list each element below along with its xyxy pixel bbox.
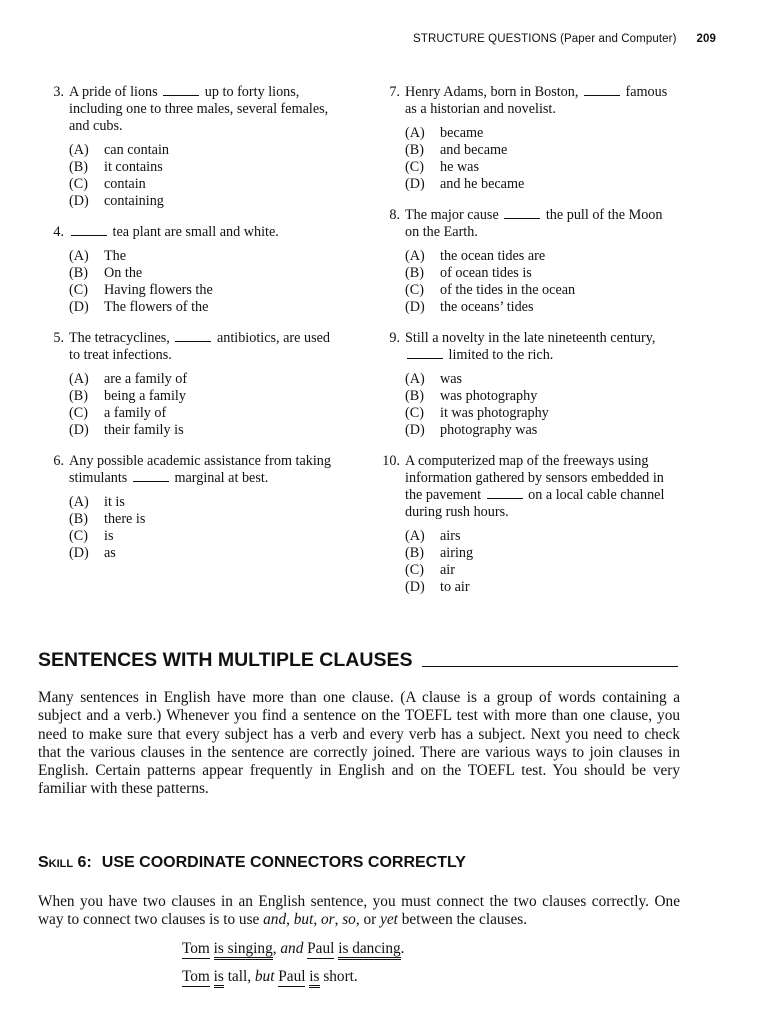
option-text: their family is — [104, 422, 184, 438]
answer-option — [69, 371, 340, 388]
answer-options — [69, 248, 340, 316]
example-connector: and — [280, 940, 304, 957]
example-verb: is dancing — [338, 940, 400, 960]
connector-but: but — [293, 911, 314, 929]
answer-option — [405, 562, 676, 579]
option-label: (B) — [405, 142, 424, 158]
option-label: (A) — [69, 494, 89, 510]
option-text: airing — [440, 545, 474, 561]
option-text: to air — [440, 579, 470, 595]
question-number: 9. — [389, 330, 400, 346]
stem-after-blank: on a local cable channel during rush hours. — [405, 487, 665, 520]
answer-option — [69, 193, 340, 210]
answer-options — [69, 142, 340, 210]
stem-after-blank: famous as a historian and novelist. — [405, 84, 668, 117]
option-text: The flowers of the — [104, 299, 209, 315]
section-paragraph: Many sentences in English have more than one clause. (A clause is a group of words containing a subject and a verb.) Whenever you find a sentence on the TOEFL test with more than one clause, you need to make sure that every subject has a verb and every verb has a subject. Next you need to check that the various clauses in the sentence are correctly joined. There are various ways to join clauses in English. Certain patterns appear frequently in English and on the TOEFL test. You should be very familiar with these patterns. — [38, 689, 680, 798]
example-punct: . — [400, 940, 405, 957]
answer-option — [69, 176, 340, 193]
question-number: 5. — [53, 330, 64, 346]
option-text: airs — [440, 528, 461, 544]
option-label: (C) — [69, 528, 88, 544]
option-text: was photography — [440, 388, 538, 404]
answer-option — [69, 265, 340, 282]
option-text: contain — [104, 176, 146, 192]
answer-option — [69, 388, 340, 405]
section-heading-text: SENTENCES WITH MULTIPLE CLAUSES — [38, 649, 413, 671]
option-label: (C) — [69, 282, 88, 298]
answer-option — [405, 248, 676, 265]
skill-title: USE COORDINATE CONNECTORS CORRECTLY — [101, 854, 466, 871]
option-text: containing — [104, 193, 164, 209]
skill-intro: When you have two clauses in an English sentence, you must connect the two clauses correctly. One way to connect two clauses is to use and, but, or, so, or yet between the clauses. — [38, 893, 680, 929]
example-verb: is singing — [214, 940, 273, 960]
option-label: (A) — [405, 371, 425, 387]
option-label: (D) — [405, 299, 425, 315]
question-item — [40, 453, 340, 562]
option-text: photography was — [440, 422, 538, 438]
stem-before-blank: Any possible academic assistance from taking stimulants — [69, 453, 331, 486]
answer-option — [405, 282, 676, 299]
question-number: 7. — [389, 84, 400, 100]
connector-yet: yet — [380, 911, 398, 929]
option-label: (D) — [405, 176, 425, 192]
answer-option — [405, 422, 676, 439]
answer-options — [69, 371, 340, 439]
option-label: (A) — [405, 248, 425, 264]
answer-blank — [71, 225, 107, 236]
option-label: (D) — [69, 193, 89, 209]
question-item — [40, 84, 340, 210]
option-label: (C) — [69, 176, 88, 192]
stem-after-blank: up to forty lions, including one to three males, several females, and cubs. — [69, 84, 329, 134]
answer-option — [69, 159, 340, 176]
option-label: (D) — [405, 422, 425, 438]
option-label: (C) — [405, 405, 424, 421]
option-label: (B) — [405, 545, 424, 561]
option-text: of the tides in the ocean — [440, 282, 576, 298]
answer-option — [405, 176, 676, 193]
option-label: (A) — [69, 142, 89, 158]
skill-intro-text-a: When you have two clauses in an English sentence, you must connect the two clauses correctly. One way to connect two clauses is to use — [38, 893, 680, 929]
option-label: (B) — [69, 388, 88, 404]
answer-option — [69, 545, 340, 562]
answer-blank — [504, 208, 540, 219]
option-text: it is — [104, 494, 125, 510]
option-label: (C) — [405, 562, 424, 578]
answer-option — [69, 142, 340, 159]
stem-before-blank: The major cause — [405, 207, 499, 223]
example-subject: Tom — [182, 940, 210, 957]
option-text: of ocean tides is — [440, 265, 532, 281]
option-text: are a family of — [104, 371, 188, 387]
answer-option — [69, 511, 340, 528]
stem-after-blank: the pull of the Moon on the Earth. — [405, 207, 663, 240]
option-text: being a family — [104, 388, 186, 404]
answer-option — [405, 405, 676, 422]
option-label: (C) — [69, 405, 88, 421]
stem-before-blank: The tetracyclines, — [69, 330, 170, 346]
question-number: 3. — [53, 84, 64, 100]
question-stem — [69, 224, 340, 241]
question-stem — [405, 453, 676, 521]
answer-option — [69, 422, 340, 439]
answer-options — [405, 528, 676, 596]
answer-blank — [407, 348, 443, 359]
answer-option — [405, 388, 676, 405]
running-title: STRUCTURE QUESTIONS (Paper and Computer) — [413, 33, 677, 45]
option-label: (D) — [405, 579, 425, 595]
skill-heading — [38, 854, 466, 872]
option-text: was — [440, 371, 463, 387]
option-text: it contains — [104, 159, 163, 175]
question-column-left — [40, 84, 340, 576]
connector-so: so — [342, 911, 356, 929]
stem-before-blank: Henry Adams, born in Boston, — [405, 84, 579, 100]
skill-intro-or: or — [363, 911, 377, 929]
option-text: Having flowers the — [104, 282, 213, 298]
stem-before-blank: Still a novelty in the late nineteenth century, — [405, 330, 656, 346]
answer-option — [69, 494, 340, 511]
question-number: 6. — [53, 453, 64, 469]
option-label: (A) — [69, 371, 89, 387]
skill-intro-text-b: between the clauses. — [401, 911, 528, 929]
answer-blank — [163, 85, 199, 96]
answer-options — [405, 371, 676, 439]
question-number: 8. — [389, 207, 400, 223]
question-stem — [405, 330, 676, 364]
option-label: (D) — [69, 422, 89, 438]
connector-and: and — [263, 911, 287, 929]
option-text: he was — [440, 159, 480, 175]
answer-options — [405, 248, 676, 316]
example-sentence-1 — [182, 940, 404, 958]
heading-rule — [422, 666, 678, 667]
option-label: (A) — [405, 125, 425, 141]
option-text: there is — [104, 511, 146, 527]
option-text: The — [104, 248, 127, 264]
answer-option — [69, 528, 340, 545]
answer-option — [405, 142, 676, 159]
answer-option — [69, 282, 340, 299]
option-label: (A) — [405, 528, 425, 544]
answer-option — [405, 579, 676, 596]
example-subject: Paul — [278, 968, 306, 985]
stem-after-blank: marginal at best. — [174, 470, 269, 486]
example-subject: Tom — [182, 968, 210, 985]
answer-option — [405, 299, 676, 316]
section-heading — [38, 649, 678, 672]
option-label: (C) — [405, 159, 424, 175]
question-number: 10. — [382, 453, 400, 469]
answer-option — [405, 265, 676, 282]
option-text: and he became — [440, 176, 525, 192]
option-text: can contain — [104, 142, 169, 158]
example-sentence-2 — [182, 968, 358, 986]
option-label: (D) — [69, 545, 89, 561]
question-item — [376, 453, 676, 596]
stem-after-blank: limited to the rich. — [448, 347, 554, 363]
option-label: (B) — [405, 388, 424, 404]
stem-before-blank: A computerized map of the freeways using information gathered by sensors embedded in the pavement — [405, 453, 664, 503]
stem-before-blank: A pride of lions — [69, 84, 158, 100]
example-punct: , — [272, 940, 277, 957]
answer-blank — [584, 85, 620, 96]
answer-option — [69, 248, 340, 265]
example-verb: is — [309, 968, 319, 988]
answer-option — [405, 125, 676, 142]
option-text: the ocean tides are — [440, 248, 546, 264]
example-subject: Paul — [307, 940, 335, 957]
example-word: tall, — [227, 968, 252, 985]
page-number: 209 — [696, 33, 716, 45]
answer-options — [69, 494, 340, 562]
option-label: (B) — [69, 511, 88, 527]
answer-option — [69, 405, 340, 422]
option-label: (D) — [69, 299, 89, 315]
option-text: as — [104, 545, 116, 561]
answer-options — [405, 125, 676, 193]
connector-or: or — [320, 911, 335, 929]
skill-label: Skill 6: — [38, 854, 92, 871]
question-stem — [69, 330, 340, 364]
question-column-right — [376, 84, 676, 610]
question-number: 4. — [53, 224, 64, 240]
question-stem — [69, 84, 340, 135]
question-stem — [69, 453, 340, 487]
answer-option — [405, 159, 676, 176]
example-word: short. — [323, 968, 358, 985]
option-text: a family of — [104, 405, 167, 421]
option-text: became — [440, 125, 484, 141]
question-stem — [405, 84, 676, 118]
example-verb: is — [214, 968, 224, 988]
answer-blank — [133, 471, 169, 482]
stem-after-blank: antibiotics, are used to treat infections. — [69, 330, 331, 363]
answer-option — [405, 528, 676, 545]
answer-blank — [487, 488, 523, 499]
running-head — [413, 33, 716, 45]
question-item — [40, 330, 340, 439]
answer-option — [405, 545, 676, 562]
answer-blank — [175, 331, 211, 342]
answer-option — [69, 299, 340, 316]
option-label: (A) — [69, 248, 89, 264]
question-item — [376, 84, 676, 193]
option-text: and became — [440, 142, 508, 158]
option-text: air — [440, 562, 455, 578]
question-item — [40, 224, 340, 316]
option-label: (B) — [69, 265, 88, 281]
example-connector: but — [254, 968, 275, 985]
option-text: is — [104, 528, 114, 544]
question-item — [376, 207, 676, 316]
option-label: (B) — [405, 265, 424, 281]
option-label: (C) — [405, 282, 424, 298]
option-label: (B) — [69, 159, 88, 175]
option-text: the oceans’ tides — [440, 299, 534, 315]
question-stem — [405, 207, 676, 241]
question-item — [376, 330, 676, 439]
stem-after-blank: tea plant are small and white. — [112, 224, 279, 240]
option-text: it was photography — [440, 405, 549, 421]
answer-option — [405, 371, 676, 388]
option-text: On the — [104, 265, 143, 281]
